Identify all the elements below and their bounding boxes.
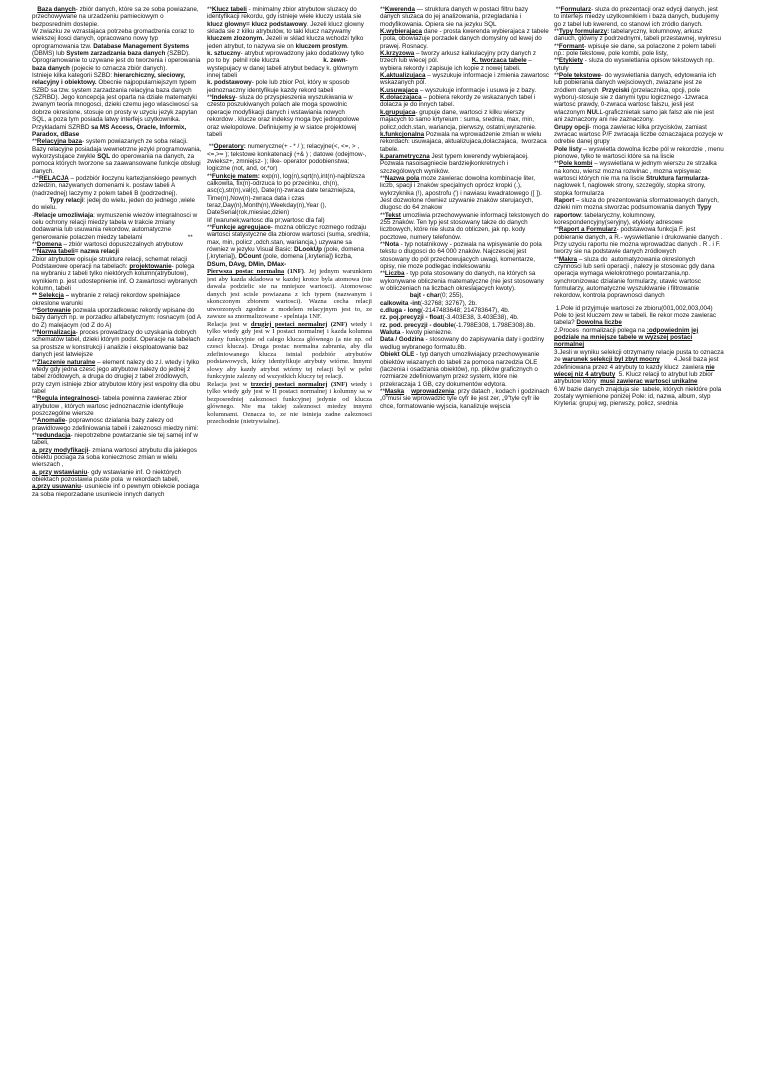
paragraph: Iif (warunek;wartosc dla pr;wartosc dla fal) xyxy=(207,216,325,224)
paragraph: **Domena – zbiór wartosci dopuszczalnych atrybutow xyxy=(32,241,183,248)
paragraph: **Pole tekstowe- do wyswietlania danych, edytowania ich lub pobierania danych wejsciowych, zwiazane jest ze zródlem danych Przyciski (przelacznika, opcji, pole wyboru)-stosuje sie z danymi typu logicznego -1zwraca wartosc prawdy, 0-zwraca wartosc falszu, jesli jest wlaczonym NULL-graficznietak samo jak falsz ale nie jest ani zaznaczony ani nie zaznaczony. xyxy=(554,72,717,124)
text-column-1 xyxy=(32,6,202,498)
paragraph: k.funkcjonalna Pozwala na wprowadzenie zmian w wielu rekordach: usuwajaca, aktualizujaca,dolaczajaca, tworzaca tabele. xyxy=(380,130,547,153)
paragraph: **Klucz tabeli - minimalny zbior atrybutow sluzacy do identyfikacji rekordu, gdy istnieje wiele kluczy ustala sie klucz glowny= klucz podstawowy. Jezeli klucz glowny sklada sie z kilku atrybutów, to taki klucz nazywamy kluczem zlozonym. Jezeli w sklad klucza wchodzi tylko jeden atrybut, to nazywa sie on kluczem prostym. xyxy=(207,6,364,50)
paragraph: rz. poj.precyzji - float(-3.403E38, 3.403E38), 4b. xyxy=(380,314,519,322)
paragraph: **Sortowanie pozwala uporzadkowac rekordy wpisane do bazy danych np. w porzadku alfabetycznym: rosnacym (od A do Z) malejacym (od Z do A) xyxy=(32,307,201,329)
paragraph: **Pole kombi – wyswietlana w jednym wierszu ze strzalka na koncu, wiersz mozna rozwinac , mozna wpisywac wartosci których nie ma na liscie Struktura farmularza- naglowek f, naglowek strony, szczególy, stopka strony, stopka formularza xyxy=(554,160,717,197)
paragraph: k.parametryczna Jest typem kwerendy wybierajacej. Pozwala nasoisagniecie bardziejkonkretnych i szczególowych wyników. xyxy=(380,152,529,175)
paragraph: Data / Godzina - stosowany do zapisywania daty i godziny wedlug wybranego formatu.8b. xyxy=(380,336,545,351)
paragraph: 1.Pole id przyjmuje wartosci ze zbioru(001,002,003,004) Pole to jest kluczem zew w tabeli. Ile rekor moze zawierac tabela? Dowolna liczbe xyxy=(554,304,717,327)
text-column-3 xyxy=(380,6,550,410)
paragraph: **Zlaczenie naturalne – element nalezy do z.l. wtedy i tylko wtedy gdy jedna czesc jego atrybutow nalezy do jednej z tabel zródlowych, a druga do drugiej z tabel zródlowych, przy czym istnieje zbior atrybutow który jest wspolny dla obu tabel xyxy=(32,358,200,395)
paragraph: a. przy wstawianiu- gdy wstawianie inf. O niektórych obiektach pozostawia puste pola w rekordach tabeli, xyxy=(32,468,182,483)
paragraph: **Liczba - typ pola stosowany do danych, na których sa wykonywane obliczenia matematyczne (nie jest stosowany w obliczeniach na liczbach okreslajacych kwoty). bajt - char(0; 255), xyxy=(380,270,544,300)
paragraph: -Relacje umozliwiaja: wymuszenie wiezów integralnosci w celu ochrony relacji miedzy tabela w trakcie zmiany dodawania lub usuwania rekordow, automatyczne generowanie polaczen miedzy tabelami ** xyxy=(32,211,198,241)
paragraph: k.grupujaca- grupuje dane, wartosci z kilku wierszy majacych to samo krtyreium : suma, srednia, max, min, policz,odch.stan, wariancja, pierwszy, ostatni,wyrazenie. xyxy=(380,108,537,131)
paragraph: Waluta - kwoty pieniezne. xyxy=(380,329,453,337)
paragraph: K.krzyzowa – tworzy arkusz kalkulacyjny przy danych z trzech lub wiecej pól. K. tworzaca tabele – wybiera rekordy i zapisuje ich kopie z nowej tabeli. xyxy=(380,50,537,72)
paragraph: **Etykiety - sluza do wyswietlania opisow tekstowych np. tytuly xyxy=(554,57,714,72)
paragraph: **Formularz- sluza do prezentacji oraz edycji danych, jest to interfejs miedzy uzytkownikiem i baza danych, budujemy go z tabel lub kwerend, co stanowi ich zródlo danych. xyxy=(554,6,719,28)
paragraph: rz. pod. precyzji - double(-1.798E308, 1.798E308).8b. xyxy=(380,321,536,329)
paragraph: K.wybierajaca dane - prosta kwerenda wybierajaca z tabele i pola, obowiazuje porzadek danych domyslny od lewej do prawej. Rosnacy. xyxy=(380,28,549,50)
paragraph: **Nota - typ notatnikowy - pozwala na wpisywanie do pola tekstu o dlugosci do 64 000 znaków. Najczesciej jest stosowany do pól przechowujacych uwagi, komentarze, opisy, nie moze podlegac indeksowaniu xyxy=(380,241,542,271)
paragraph: ** Selekcja – wybranie z relacji rekordow spelniajace okreslone warunki xyxy=(32,292,181,307)
paragraph: **Kwerenda — struktura danych w postaci filtru bazy danych sluzaca do jej analizowania, przegladania i modyfikowania. Opiera sie na jezyku SQL xyxy=(380,6,529,28)
paragraph: **redundacja- niepotrzebne powtarzanie sie tej samej inf w tabeli, xyxy=(32,431,198,447)
paragraph: **Normalizacja- proces prowadzacy do uzyskania dobrych schematów tabel, dzieki którym podst. Operacje na tabelach sa prostsze w konstrukcji i analizie i eksploatowanie baz danych jest latwiejsze xyxy=(32,329,201,359)
paragraph: K.dolaczajaca – pobiera rekordy ze wskazanych tabel i dolacza je do innych tabel. xyxy=(380,94,536,109)
paragraph: **Maska wprowadzenia: przy datach , kodach i godzinach „0”musi sie wprowadzic tyle cyfr ile jest zer, „9”tyle cyfr ile chce, formatowanie wyjscia, kanalizuje wejscia xyxy=(380,387,550,410)
paragraph: **Makra – sluza do automatyzowania okreslonych czynnosci lub serii operacji , nalezy je stosowac gdy dana operacja wymaga wielokrotnego powtarzania,np. synchronizowac dzialanie formularzy, utawic wartosc formularzy, automatyczne wyszukiwanie i filtrowanie rekordow, kontrola poprawnosci danych xyxy=(554,255,715,300)
paragraph: 6.W bazie danych znajduja sie tabele, których niektóre pola zostaly wymienione ponizej Pole: id, nazwa, album, styp Kryteria: grupuj wg, pierwszy, policz, srednia xyxy=(554,385,722,408)
paragraph: Obiekt OLE - typ danych umozliwiajacy przechowywanie obiektów wiazanych do tabeli za pomoca narzedzia OLE (laczenia i osadzania obiektów), np. plików graficznych o rozmiarze zdefiniowanym przez system, które nie przekraczaja 1 GB, czy dokumentów edytora. xyxy=(380,351,540,388)
paragraph: **Anomalie- poprawnosc dzialania bazy zalezy od prawidlowego zdefiniowania tabeli i zaleznosci miedzy nimi: xyxy=(32,417,199,432)
paragraph: Baza danych- zbiór danych, które sa ze soba powiazane, przechowywane na urzadzeniu pamieciowym o bezposrednim dostepie. xyxy=(32,6,199,28)
paragraph: a. przy modyfikacji- zmiana wartosci atrybutu dla jakiegos obiektu pociaga za soba koniecznosc zmian w wielu wierszach , xyxy=(32,446,197,469)
paragraph: k. sztuczny- atrybut wprowadzony jako dodatkowy tylko po to by pelnil role klucza k. zewn-wystepujacy w danej tabeli atrybut bedacy k. glównym innej tabeli xyxy=(207,50,364,80)
paragraph: 3.Jesli w wyniku selekcji otrzymamy relacje pusta to oznacza ze warunek selekcji byl zbyt mocny 4.Jesli baza jest zdefiniowana przez 4 atrybuty to kazdy klucz zawiera nie wiecej niz 4 atrybuty 5. Klucz relacji to atrybut lub zbior atrybutow który musi zawierac wartosci unikalne xyxy=(554,348,724,386)
text-column-4 xyxy=(554,6,724,408)
paragraph: **Formant- wpisuje sie dane, sa polaczone z polem tabeli np.: pole tekstowe, pole kombi, pole listy, xyxy=(554,42,716,58)
paragraph: Pierwsza postac normalna (1NF). Jej jednym warunkiem jest aby kazda skladowa w kazdej krotce byla atomowa (nie dawala podzielic sie na mniejsze wartosci). Atomowosc danych jest scisle powiazana z ich typem (nazwanym i skonczonym zbiorem wartosci). Wazna cecha relacji utworzonych zgodnie z modelem relacyjnym jest to, ze zawsze sa znormalizowane - spelniaja 1NF. xyxy=(207,268,372,321)
paragraph: a.przy usuwaniu- usuniecie inf o pewnym obiekcie pociaga za soba nieporzadane usuniecie innych danych xyxy=(32,483,199,498)
paragraph: **Funkcje matem: exp(n), log(n),sqrt(n),int(n)-najblizsza calkowita, fix(n)-odrzuca to po przecinku, ch(n), asc(c),str(n),val(c), Date(n)-zwraca date terazniejsza, Time(n),Now(n)-zwraca data i czas teraz,Day(n),Month(n),Weekday(n),Year (), DateSerial(rok,miesiac,dzien) xyxy=(207,172,365,217)
paragraph: **Regula integralnosci- tabela powinna zawierac zbior atrybutow , których wartosc jednoznacznie identyfikuje poszczególne wiersze xyxy=(32,395,188,417)
paragraph: calkowita -int(-32768; 32767), 2b. xyxy=(380,299,477,307)
paragraph: Istnieje kilka kategorii SZBD: hierarchiczny, sieciowy, relacyjny i obiektowy. Obecnie najpopularniejszym typem SZBD sa tzw. system zarzadzania relacyjna baza danych (SZRBD). Jego koncepcja jest oparta na dziale matematyki zwanym teoria mnogosci, dzieki czemu jego wlasciwosci sa dobrze okreslone, stosuje on prosty w uzyciu jezyk zapytan SQL, a poza tym posiada latwy interfejs uzytkownika. Przykladami SZRBD sa MS Access, Oracle, Informix, Paradox, dBase xyxy=(32,72,198,138)
paragraph: Grupy opcji- moga zawierac kilka przycisków, zamiast zwracac wartosc P/F zwracaja liczbe oznaczajaca pozycje w odrebie danej grupy xyxy=(554,123,723,146)
paragraph: Pole listy – wyswietla dowolna liczbe pól w rekordzie , menu pionowe, tylko te wartosci które sa na liscie xyxy=(554,145,724,160)
paragraph: -**RELACJA – podzbiór iloczynu kartezjanskiego pewnych dziedzin, nazywanych domenami k. postaw tabeli A (nadrzednej) laczymy z polem tabeli B (podrzednej). Typy relacji: jedej do wielu, jeden do jednego ,wiele do wielu. xyxy=(32,174,197,212)
paragraph: Raport – sluza do prezentowania sformatowanych danych, dzieki nim mozna stworzac podsumowania danych Typy raportow: tabelaryczny, kolumnowy, korespondencyjny(seryjny), etykiety adresowe xyxy=(554,196,719,226)
paragraph: **Tekst umozliwia przechowywanie informacji tekstowych do 255 znaków. Ten typ jest stosowany takze do danych liczbowych, które nie sluza do obliczen, jak np. kody pocztowe, numery telefonów. xyxy=(380,211,549,241)
paragraph: W zwiazku ze wzrastajaca potrzeba gromadzenia coraz to wiekszej ilosci danych, opracowano nowy typ oprogramowania tzw. Database Management Systems (DBMS) lub System zarzadzania baza danych (SZBD). Oprogramowanie to uzywane jest do tworzenia i operowania baza danych (pojecie to oznacza zbiór danych). xyxy=(32,28,201,72)
paragraph: c.dluga - long(-2147483648; 214783647), 4b. xyxy=(380,307,510,315)
paragraph: K.usuwajaca – wyszukuje informacje i usuwa je z bazy. xyxy=(380,86,536,94)
paragraph: **Indeksy- sluza do przyspieszenia wyszukiwania w czesto poszukiwanych polach ale moga spowolnic operacje modyfikacji danych i wstawiania nowych rekordow . klucze oraz indeksy moga byc jednopolowe oraz wielopolowe. Definiujemy je w siatce projektowej tabeli xyxy=(207,94,360,138)
paragraph: Relacja jest w drugiej postaci normalnej (2NF) wtedy i tylko wtedy gdy jest w I postaci normalnej i kazda kolumna zalezy funkcyjnie od calego klucza glównego (a nie np. od czesci klucza). Druga postac normalna zabrania, aby dla zdefiniowanego klucza istnial podzbiór atrybutów podstawowych, który identyfikuje atrybuty wtórne. Innymi slowy aby kazdy atrybut wtórny tej relacji byl w pelni funkcyjnie zalezny od wszystkich kluczy tej relacji. xyxy=(207,320,372,381)
paragraph: **Relacyjna baza- system powiazanych ze soba relacji. Bazy relacyjne posiadaja wewnetrzne jezyki programowania, wykorzystujace zwykle SQL do operowania na danych, za pomoca których tworzone sa zaawansowane funkcje obslugi danych. xyxy=(32,138,202,175)
text-column-2 xyxy=(207,6,372,426)
paragraph: **Funkcje agregujace- mozna obliczyc rozmego rodzaju wartosci statystyczne dla zbiorow wartosci (suma, srednia, max, min, policz ,odch.stan, wariancja,) uzywane sa równiez w jezyku Visual Basic: DLookUp (pole, domena [,kryteria]), DCount (pole, domena [,kryteria]) liczba, DSum, DAvg, DMin, DMax- xyxy=(207,223,371,268)
paragraph: **Nazwa pola moze zawierac dowolna kombinacje liter, liczb, spacji i znaków specjalnych oprócz kropki (.), wykrzyknika (!), apostrofu (') i nawiasu kwadratowego ([ ]). Jest dozwolone równiez uzywanie znaków sterujacych, dlugosc do 64 znakow xyxy=(380,174,542,212)
paragraph: Zbior atrybutow opisuje strukture relacji, schemat relacji Podstawowe operacji na tabelach: projektowanie- polega na wybraniu z tabeli tylko niektórych kolumn(atrybutow), wynikiem p. jest udostepnienie inf. O zawartosci wybranych kolumn, tabeli xyxy=(32,255,198,293)
paragraph: **Operatory: numeryczne(+ - * / ); relacyjne(<, <=, > ,<=,>= ); tekstowe konkatenacji (+& ) ; datowe (odejmow-, zwieksz+, zmniejsz- ); like- operator podobienstwa; logiczne (not, and, or,*or) xyxy=(207,143,367,173)
paragraph: **Raport a Formularz- podstawowa funkcja F. jest pobieranie danych, a R.- wyswietlanie i drukowanie danych . Przy uzyciu raportu nie mozna wprowadzac danych . R . i F. tworzy sie na podstawie danych zródlowych xyxy=(554,226,723,256)
paragraph: **Typy formularzy: tabelaryczny, kolumnowy, arkusz danuch, glówny z podrzednymi, tabeli przestawnej, wykresu xyxy=(554,28,721,43)
paragraph: Relacja jest w trzeciej postaci normalnej (3NF) wtedy i tylko wtedy gdy jest w II postaci normalnej i kolumny sa w bezposredniej zaleznosci funkcyjnej jedynie od klucza glównego. Nie ma takiej zaleznosci miedzy innymi kolumnami. Oznacza to, ze nie istnieja zadne zaleznosci przechodnie (nietrywialne). xyxy=(207,380,372,426)
paragraph: K.aktualizujaca – wyszukuje informacje i zmienia zawartosc wskazanych pól. xyxy=(380,72,550,87)
paragraph: k. podstawowy- pole lub zbior Pol, który w sposob jednoznaczny identyfikuje kazdy rekord tabeli xyxy=(207,79,350,94)
paragraph: 2.Proces normalizacji polega na :odpowiednim jej podziale na mniejsze tabele w wyzszej postaci normalnej xyxy=(554,326,699,349)
paragraph: **Nazwa tabeli= nazwa relacji xyxy=(32,248,119,256)
